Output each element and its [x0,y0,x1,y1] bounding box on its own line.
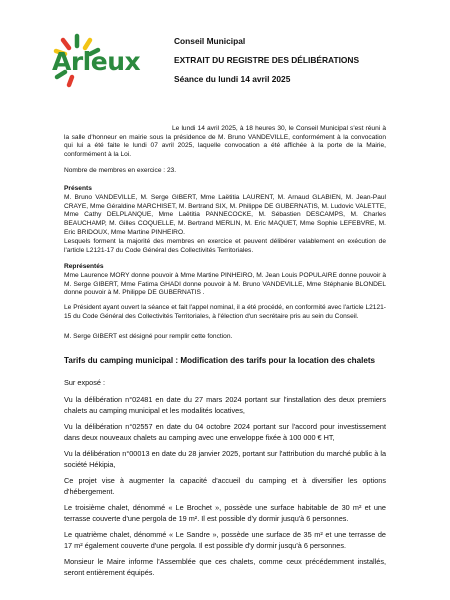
quorum-statement: Lesquels forment la majorité des membres en exercice et peuvent délibérer valablement en exécution de l'article L2121-17 du Code Général des Collectivités Territoriales. [64,238,386,254]
logo-text: Arleux [52,47,141,76]
chalet-brochet: Le troisième chalet, dénommé « Le Brochet », possède une surface habitable de 30 m² et une terrasse couverte d'une pergola de 19 m². Il est possible d'y dormir jusqu'à 6 personnes. [64,503,386,523]
considerant-3: Vu la délibération n°00013 en date du 28 janvier 2025, portant sur l'attribution du marché public à la société Hékipia, [64,449,386,469]
represented-title: Représentés [64,263,104,270]
council-label: Conseil Municipal [174,36,246,46]
expose-label: Sur exposé : [64,378,105,387]
presents-list: M. Bruno VANDEVILLE, M. Serge GIBERT, Mme Laëtitia LAURENT, M. Arnaud GLABIEN, M. Jean-Paul CRAYE, Mme Géraldine MARCHISET, M. Bertrand SIX, M. Philippe DE GUBERNATIS, M. Ludovic VALETTE, Mme Cathy DELPLANQUE, Mme Laëtitia PANNECOCKE, M. Sébastien DESCAMPS, M. Charles BEAUCHAMP, M. Gilles COQUELLE, M. Bertrand MERLIN, M. Eric MAQUET, Mme Sophie LEFEBVRE, M. Eric BRIDOUX, Mme Martine PINHEIRO. [64,194,386,236]
session-date: Séance du lundi 14 avril 2025 [174,74,291,84]
considerant-2: Vu la délibération n°02557 en date du 04 octobre 2024 portant sur l'accord pour investissement dans deux nouveaux chalets au camping avec une enveloppe fixée à 100 000 € HT, [64,422,386,442]
considerant-1: Vu la délibération n°02481 en date du 27 mars 2024 portant sur l'installation des deux premiers chalets au camping municipal et les modalités locatives, [64,395,386,415]
secretary-designation: M. Serge GIBERT est désigné pour remplir cette fonction. [64,333,233,340]
equipment-statement: Monsieur le Maire informe l'Assemblée que ces chalets, comme ceux précédemment installés, seront entièrement équipés. [64,557,386,577]
deliberation-title: Tarifs du camping municipal : Modification des tarifs pour la location des chalets [64,356,376,365]
register-title: EXTRAIT DU REGISTRE DES DÉLIBÉRATIONS [174,55,360,65]
project-objective: Ce projet vise à augmenter la capacité d'accueil du camping et à diversifier les options d'hébergement. [64,476,386,496]
intro-paragraph: Le lundi 14 avril 2025, à 18 heures 30, le Conseil Municipal s'est réuni à la salle d'honneur en mairie sous la présidence de M. Bruno VANDEVILLE, conformément à la convocation qui lui a été faite le lundi 07 avril 2025, laquelle convocation a été affichée à la porte de la Mairie, conformément à la Loi. [64,125,386,159]
represented-list: Mme Laurence MORY donne pouvoir à Mme Martine PINHEIRO, M. Jean Louis POPULAIRE donne pouvoir à M. Serge GIBERT, Mme Fatima GHADI donne pouvoir à M. Bruno VANDEVILLE, Mme Stéphanie BLONDEL donne pouvoir à M. Philippe DE GUBERNATIS . [64,272,386,297]
chalet-sandre: Le quatrième chalet, dénommé « Le Sandre », possède une surface de 35 m² et une terrasse de 17 m² également couverte d'une pergola. Il est possible d'y dormir jusqu'à 6 personnes. [64,530,386,550]
members-count: Nombre de membres en exercice : 23. [64,167,177,174]
arleux-logo [52,30,158,88]
secretary-election: Le Président ayant ouvert la séance et fait l'appel nominal, il a été procédé, en conformité avec l'article L2121-15 du Code Général des Collectivités Territoriales, à l'élection d'un secrétaire pris au sein du Conseil. [64,304,386,320]
document-header [174,32,434,89]
presents-title: Présents [64,185,92,192]
